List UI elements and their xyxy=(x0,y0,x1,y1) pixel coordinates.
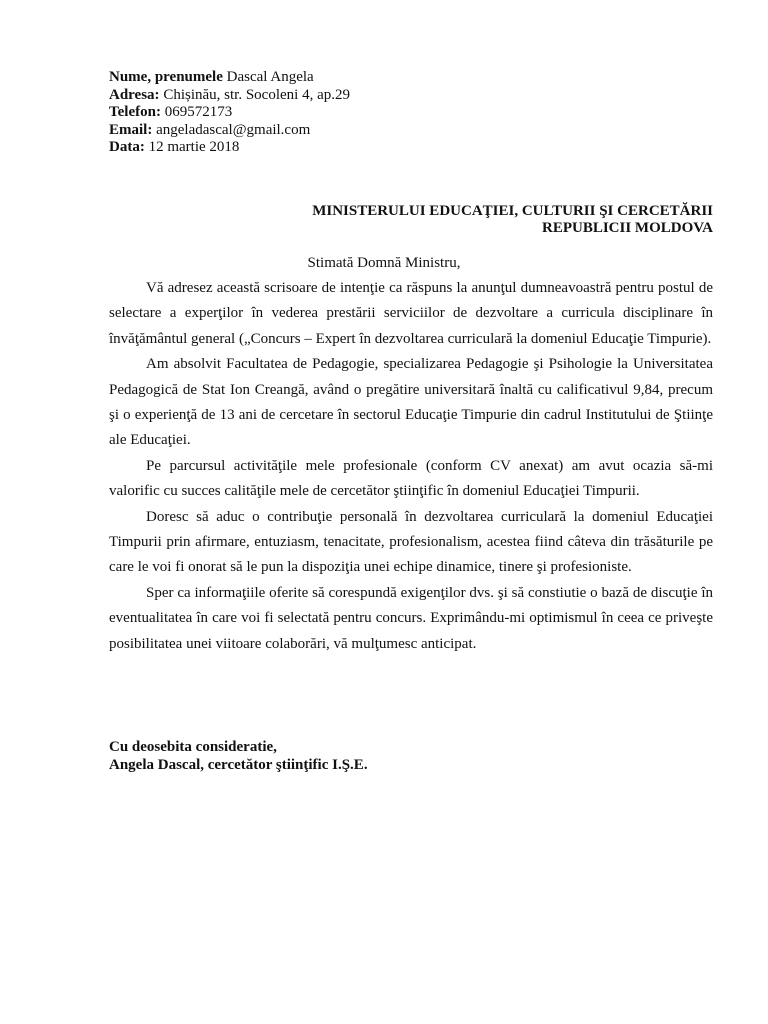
closing-line-1: Cu deosebita consideratie, xyxy=(109,739,277,755)
sender-date-line xyxy=(109,139,350,157)
sender-email-line xyxy=(109,122,350,140)
sender-phone-line xyxy=(109,104,350,122)
closing-block xyxy=(109,738,368,774)
name-label: Nume, prenumele xyxy=(109,69,223,85)
date-label: Data: xyxy=(109,139,145,155)
signature-line: Angela Dascal, cercetător ştiinţific I.Ş.E. xyxy=(109,757,368,773)
date-value: 12 martie 2018 xyxy=(148,139,240,155)
salutation: Stimată Domnă Ministru, xyxy=(307,255,461,271)
address-label: Adresa: xyxy=(109,86,160,103)
sender-address-line xyxy=(109,87,350,105)
sender-info xyxy=(109,69,350,157)
body-paragraph-3: Pe parcursul activităţile mele profesionale (conform CV anexat) am avut ocazia să-mi valorific cu succes calităţile mele de cercetător ştiinţific în domeniul Educaţiei Timpurii. xyxy=(109,457,713,500)
body-paragraph-2: Am absolvit Facultatea de Pedagogie, specializarea Pedagogie şi Psihologie la Universitatea Pedagogică de Stat Ion Creangă, având o pregătire universitară înaltă cu calificativul 9,84, precum şi o experienţă de 13 ani de cercetare în sectorul Educaţie Timpurie din cadrul Institutului de Ştiinţe ale Educaţiei. xyxy=(109,356,713,449)
email-label: Email: xyxy=(109,121,153,138)
sender-name-line xyxy=(109,69,350,87)
letter-body xyxy=(109,276,713,657)
recipient-block xyxy=(312,203,713,237)
body-paragraph-5: Sper ca informaţiile oferite să corespundă exigenţilor dvs. şi să constiutie o bază de discuţie în eventualitatea în care voi fi selectată pentru concurs. Exprimându-mi optimismul în ceea ce priveşte posibilitatea unei viitoare colaborări, vă mulţumesc anticipat. xyxy=(109,584,713,652)
recipient-line-1: MINISTERULUI EDUCAŢIEI, CULTURII ŞI CERCETĂRII xyxy=(312,203,713,219)
body-paragraph-1: Vă adresez această scrisoare de intenţie ca răspuns la anunţul dumneavoastră pentru postul de selectare a experţilor în vederea prestării serviciilor de dezvoltare a curricula disciplinare în învăţământul general („Concurs – Expert în dezvoltarea curriculară la domeniul Educaţie Timpurie). xyxy=(109,280,713,347)
email-value: angeladascal@gmail.com xyxy=(156,121,311,138)
name-value: Dascal Angela xyxy=(226,69,314,85)
body-paragraph-4: Doresc să aduc o contribuţie personală în dezvoltarea curriculară la domeniul Educaţiei Timpurii prin afirmare, entuziasm, tenacitate, profesionalism, acestea fiind câteva din trăsăturile pe care le voi fi onorat să le pun la dispoziţia unei echipe dinamice, tinere şi profesioniste. xyxy=(109,508,713,576)
recipient-line-2: REPUBLICII MOLDOVA xyxy=(542,220,713,236)
phone-value: 069572173 xyxy=(164,104,233,120)
phone-label: Telefon: xyxy=(109,104,161,120)
address-value: Chișinău, str. Socoleni 4, ap.29 xyxy=(163,86,350,103)
